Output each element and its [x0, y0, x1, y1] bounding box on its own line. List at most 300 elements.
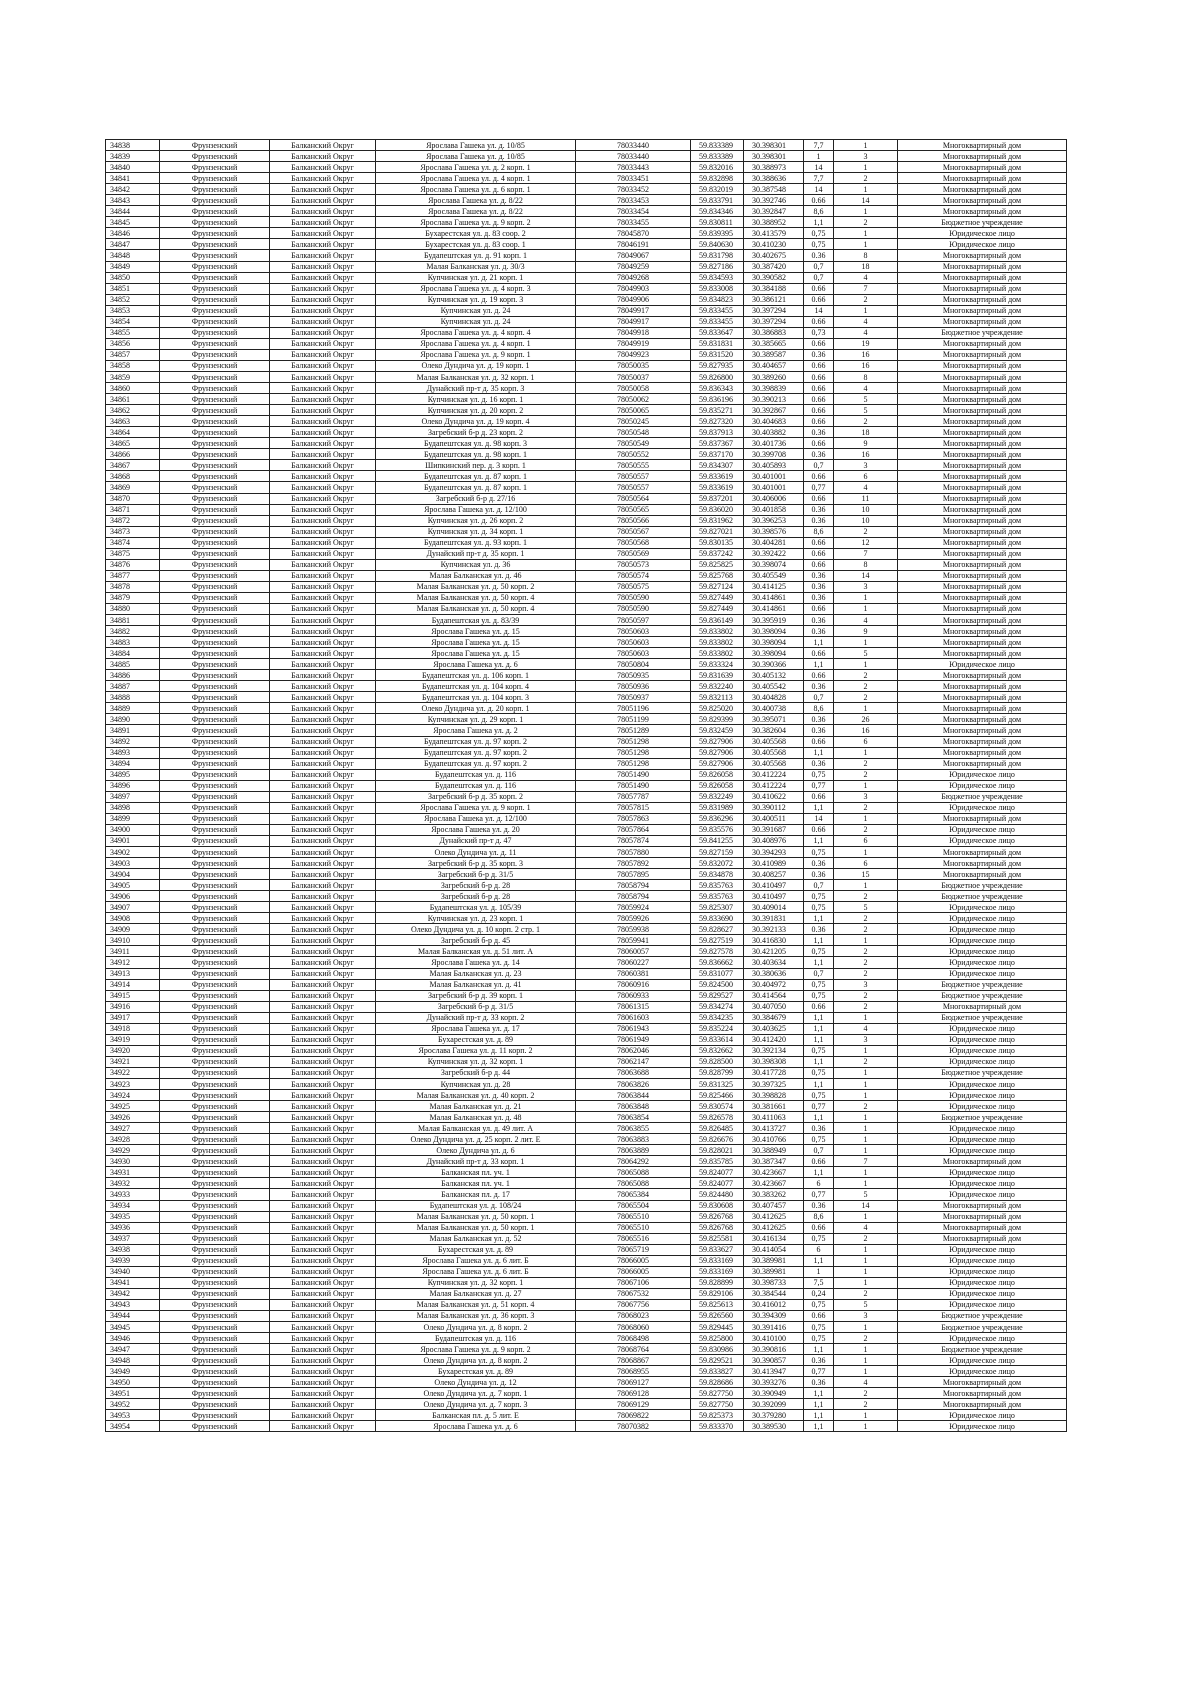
- table-row: [106, 813, 1067, 824]
- cell-object-type: Юридическое лицо: [898, 1277, 1067, 1288]
- cell-row-id: 34881: [106, 615, 160, 626]
- cell-district: Фрунзенский: [160, 758, 270, 769]
- cell-latitude: 59.836149: [691, 615, 744, 626]
- cell-coefficient: 0,75: [804, 1322, 834, 1333]
- cell-address: Купчинская ул. д. 20 корп. 2: [376, 405, 576, 416]
- cell-object-type: Многоквартирный дом: [898, 758, 1067, 769]
- cell-object-code: 78049917: [576, 305, 691, 316]
- cell-count: 7: [834, 283, 898, 294]
- cell-district: Фрунзенский: [160, 360, 270, 371]
- cell-object-code: 78050936: [576, 681, 691, 692]
- cell-count: 1: [834, 659, 898, 670]
- cell-address: Шипкинский пер. д. 3 корп. 1: [376, 460, 576, 471]
- cell-coefficient: 14: [804, 162, 834, 173]
- cell-coefficient: 0,75: [804, 891, 834, 902]
- cell-object-code: 78050603: [576, 648, 691, 659]
- cell-count: 15: [834, 869, 898, 880]
- cell-coefficient: 0,77: [804, 1189, 834, 1200]
- table-row: [106, 305, 1067, 316]
- cell-object-type: Юридическое лицо: [898, 824, 1067, 835]
- cell-municipal-okrug: Балканский Округ: [270, 659, 376, 670]
- cell-count: 1: [834, 747, 898, 758]
- cell-longitude: 30.411063: [744, 1112, 804, 1123]
- table-row: [106, 570, 1067, 581]
- cell-latitude: 59.832898: [691, 173, 744, 184]
- cell-longitude: 30.395071: [744, 714, 804, 725]
- cell-coefficient: 0,75: [804, 1045, 834, 1056]
- cell-address: Будапештская ул. д. 108/24: [376, 1200, 576, 1211]
- cell-longitude: 30.387548: [744, 184, 804, 195]
- cell-count: 1: [834, 1123, 898, 1134]
- cell-count: 1: [834, 935, 898, 946]
- cell-municipal-okrug: Балканский Округ: [270, 1112, 376, 1123]
- cell-longitude: 30.393276: [744, 1377, 804, 1388]
- cell-municipal-okrug: Балканский Округ: [270, 692, 376, 703]
- cell-coefficient: 0.36: [804, 592, 834, 603]
- cell-latitude: 59.830811: [691, 217, 744, 228]
- cell-object-type: Многоквартирный дом: [898, 1222, 1067, 1233]
- table-row: [106, 1134, 1067, 1145]
- cell-object-type: Бюджетное учреждение: [898, 1067, 1067, 1078]
- cell-coefficient: 0.66: [804, 537, 834, 548]
- cell-count: 1: [834, 1277, 898, 1288]
- cell-row-id: 34905: [106, 880, 160, 891]
- cell-object-type: Бюджетное учреждение: [898, 327, 1067, 338]
- cell-count: 1: [834, 206, 898, 217]
- cell-object-type: Юридическое лицо: [898, 1056, 1067, 1067]
- cell-count: 14: [834, 195, 898, 206]
- cell-coefficient: 0.66: [804, 471, 834, 482]
- cell-object-type: Многоквартирный дом: [898, 1233, 1067, 1244]
- cell-address: Купчинская ул. д. 28: [376, 1078, 576, 1089]
- cell-row-id: 34876: [106, 559, 160, 570]
- table-row: [106, 703, 1067, 714]
- table-row: [106, 217, 1067, 228]
- table-row: [106, 471, 1067, 482]
- cell-object-code: 78050566: [576, 515, 691, 526]
- cell-address: Ярослава Гашека ул. д. 10/85: [376, 140, 576, 151]
- cell-object-code: 78046191: [576, 239, 691, 250]
- table-row: [106, 493, 1067, 504]
- cell-latitude: 59.827906: [691, 736, 744, 747]
- cell-row-id: 34843: [106, 195, 160, 206]
- cell-row-id: 34898: [106, 802, 160, 813]
- table-row: [106, 1244, 1067, 1255]
- cell-object-code: 78066005: [576, 1266, 691, 1277]
- cell-row-id: 34954: [106, 1421, 160, 1432]
- cell-latitude: 59.834235: [691, 1012, 744, 1023]
- cell-longitude: 30.414125: [744, 581, 804, 592]
- cell-object-type: Бюджетное учреждение: [898, 1112, 1067, 1123]
- cell-coefficient: 0.66: [804, 195, 834, 206]
- cell-district: Фрунзенский: [160, 1388, 270, 1399]
- cell-longitude: 30.413947: [744, 1366, 804, 1377]
- cell-latitude: 59.833389: [691, 151, 744, 162]
- cell-object-code: 78057787: [576, 791, 691, 802]
- cell-district: Фрунзенский: [160, 383, 270, 394]
- cell-object-code: 78049923: [576, 349, 691, 360]
- cell-count: 1: [834, 637, 898, 648]
- cell-row-id: 34941: [106, 1277, 160, 1288]
- cell-longitude: 30.398828: [744, 1090, 804, 1101]
- cell-address: Балканская пл. уч. 1: [376, 1167, 576, 1178]
- cell-address: Будапештская ул. д. 104 корп. 3: [376, 692, 576, 703]
- cell-count: 2: [834, 802, 898, 813]
- cell-object-type: Юридическое лицо: [898, 1078, 1067, 1089]
- cell-district: Фрунзенский: [160, 1178, 270, 1189]
- cell-coefficient: 0.36: [804, 615, 834, 626]
- cell-latitude: 59.825307: [691, 902, 744, 913]
- cell-latitude: 59.839395: [691, 228, 744, 239]
- cell-longitude: 30.387347: [744, 1156, 804, 1167]
- cell-count: 26: [834, 714, 898, 725]
- cell-coefficient: 8,6: [804, 526, 834, 537]
- cell-district: Фрунзенский: [160, 1001, 270, 1012]
- cell-latitude: 59.828899: [691, 1277, 744, 1288]
- cell-object-type: Многоквартирный дом: [898, 504, 1067, 515]
- cell-count: 1: [834, 1410, 898, 1421]
- table-row: [106, 747, 1067, 758]
- cell-object-code: 78049903: [576, 283, 691, 294]
- cell-coefficient: 0,7: [804, 460, 834, 471]
- cell-address: Загребский б-р д. 27/16: [376, 493, 576, 504]
- cell-longitude: 30.389981: [744, 1255, 804, 1266]
- cell-row-id: 34893: [106, 747, 160, 758]
- cell-object-type: Юридическое лицо: [898, 1034, 1067, 1045]
- cell-count: 1: [834, 162, 898, 173]
- cell-address: Загребский б-р д. 44: [376, 1067, 576, 1078]
- cell-municipal-okrug: Балканский Округ: [270, 835, 376, 846]
- cell-municipal-okrug: Балканский Округ: [270, 1299, 376, 1310]
- cell-row-id: 34884: [106, 648, 160, 659]
- cell-object-code: 78068498: [576, 1333, 691, 1344]
- table-row: [106, 1233, 1067, 1244]
- cell-district: Фрунзенский: [160, 1123, 270, 1134]
- cell-coefficient: 0,75: [804, 847, 834, 858]
- cell-object-type: Многоквартирный дом: [898, 813, 1067, 824]
- cell-address: Малая Балканская ул. д. 30/3: [376, 261, 576, 272]
- cell-row-id: 34886: [106, 670, 160, 681]
- table-row: [106, 548, 1067, 559]
- cell-address: Дунайский пр-т д. 33 корп. 1: [376, 1156, 576, 1167]
- cell-coefficient: 8,6: [804, 1211, 834, 1222]
- cell-address: Загребский б-р д. 45: [376, 935, 576, 946]
- cell-object-type: Юридическое лицо: [898, 946, 1067, 957]
- cell-address: Ярослава Гашека ул. д. 15: [376, 648, 576, 659]
- cell-municipal-okrug: Балканский Округ: [270, 1145, 376, 1156]
- table-row: [106, 394, 1067, 405]
- cell-latitude: 59.833690: [691, 913, 744, 924]
- table-row: [106, 968, 1067, 979]
- table-row: [106, 1266, 1067, 1277]
- cell-municipal-okrug: Балканский Округ: [270, 1101, 376, 1112]
- cell-longitude: 30.404972: [744, 979, 804, 990]
- cell-district: Фрунзенский: [160, 714, 270, 725]
- cell-municipal-okrug: Балканский Округ: [270, 1366, 376, 1377]
- cell-longitude: 30.391831: [744, 913, 804, 924]
- cell-address: Малая Балканская ул. д. 50 корп. 4: [376, 603, 576, 614]
- cell-object-type: Бюджетное учреждение: [898, 990, 1067, 1001]
- cell-object-type: Многоквартирный дом: [898, 725, 1067, 736]
- cell-latitude: 59.832249: [691, 791, 744, 802]
- cell-latitude: 59.835785: [691, 1156, 744, 1167]
- table-row: [106, 383, 1067, 394]
- cell-address: Будапештская ул. д. 116: [376, 780, 576, 791]
- cell-address: Будапештская ул. д. 83/39: [376, 615, 576, 626]
- cell-address: Малая Балканская ул. д. 50 корп. 1: [376, 1222, 576, 1233]
- cell-municipal-okrug: Балканский Округ: [270, 1034, 376, 1045]
- cell-object-type: Многоквартирный дом: [898, 670, 1067, 681]
- cell-object-code: 78061949: [576, 1034, 691, 1045]
- cell-object-type: Юридическое лицо: [898, 1366, 1067, 1377]
- cell-object-type: Юридическое лицо: [898, 1288, 1067, 1299]
- cell-count: 5: [834, 405, 898, 416]
- cell-district: Фрунзенский: [160, 1078, 270, 1089]
- cell-address: Ярослава Гашека ул. д. 2 корп. 1: [376, 162, 576, 173]
- cell-row-id: 34866: [106, 449, 160, 460]
- cell-longitude: 30.398733: [744, 1277, 804, 1288]
- table-row: [106, 603, 1067, 614]
- cell-count: 1: [834, 1355, 898, 1366]
- cell-object-type: Юридическое лицо: [898, 1266, 1067, 1277]
- cell-object-type: Юридическое лицо: [898, 913, 1067, 924]
- table-row: [106, 162, 1067, 173]
- cell-latitude: 59.827159: [691, 847, 744, 858]
- cell-object-code: 78069822: [576, 1410, 691, 1421]
- cell-municipal-okrug: Балканский Округ: [270, 349, 376, 360]
- cell-district: Фрунзенский: [160, 1355, 270, 1366]
- cell-municipal-okrug: Балканский Округ: [270, 283, 376, 294]
- cell-row-id: 34913: [106, 968, 160, 979]
- cell-municipal-okrug: Балканский Округ: [270, 493, 376, 504]
- cell-object-code: 78060933: [576, 990, 691, 1001]
- cell-object-type: Многоквартирный дом: [898, 250, 1067, 261]
- cell-latitude: 59.833455: [691, 305, 744, 316]
- cell-object-type: Многоквартирный дом: [898, 482, 1067, 493]
- table-row: [106, 228, 1067, 239]
- cell-municipal-okrug: Балканский Округ: [270, 294, 376, 305]
- cell-row-id: 34865: [106, 438, 160, 449]
- cell-municipal-okrug: Балканский Округ: [270, 1090, 376, 1101]
- cell-longitude: 30.389530: [744, 1421, 804, 1432]
- cell-coefficient: 0,7: [804, 261, 834, 272]
- cell-coefficient: 1,1: [804, 835, 834, 846]
- cell-count: 1: [834, 1078, 898, 1089]
- table-row: [106, 1167, 1067, 1178]
- cell-object-code: 78067532: [576, 1288, 691, 1299]
- cell-longitude: 30.394293: [744, 847, 804, 858]
- cell-district: Фрунзенский: [160, 217, 270, 228]
- cell-district: Фрунзенский: [160, 869, 270, 880]
- cell-latitude: 59.832072: [691, 858, 744, 869]
- cell-address: Купчинская ул. д. 16 корп. 1: [376, 394, 576, 405]
- cell-object-code: 78058794: [576, 891, 691, 902]
- table-row: [106, 1255, 1067, 1266]
- cell-object-code: 78066005: [576, 1255, 691, 1266]
- cell-row-id: 34868: [106, 471, 160, 482]
- cell-municipal-okrug: Балканский Округ: [270, 427, 376, 438]
- cell-object-type: Бюджетное учреждение: [898, 1012, 1067, 1023]
- cell-district: Фрунзенский: [160, 305, 270, 316]
- cell-address: Ярослава Гашека ул. д. 12/100: [376, 813, 576, 824]
- cell-longitude: 30.398308: [744, 1056, 804, 1067]
- cell-count: 11: [834, 493, 898, 504]
- cell-row-id: 34860: [106, 383, 160, 394]
- cell-address: Малая Балканская ул. д. 23: [376, 968, 576, 979]
- cell-municipal-okrug: Балканский Округ: [270, 1421, 376, 1432]
- cell-object-type: Юридическое лицо: [898, 659, 1067, 670]
- table-row: [106, 902, 1067, 913]
- cell-latitude: 59.832240: [691, 681, 744, 692]
- cell-latitude: 59.837170: [691, 449, 744, 460]
- table-row: [106, 537, 1067, 548]
- cell-district: Фрунзенский: [160, 913, 270, 924]
- cell-coefficient: 1: [804, 151, 834, 162]
- cell-latitude: 59.830608: [691, 1200, 744, 1211]
- cell-municipal-okrug: Балканский Округ: [270, 305, 376, 316]
- cell-municipal-okrug: Балканский Округ: [270, 1200, 376, 1211]
- cell-object-code: 78033452: [576, 184, 691, 195]
- cell-latitude: 59.831989: [691, 802, 744, 813]
- cell-object-code: 78059926: [576, 913, 691, 924]
- cell-latitude: 59.824480: [691, 1189, 744, 1200]
- cell-coefficient: 0,7: [804, 880, 834, 891]
- cell-longitude: 30.388973: [744, 162, 804, 173]
- table-row: [106, 880, 1067, 891]
- cell-address: Олеко Дундича ул. д. 19 корп. 4: [376, 416, 576, 427]
- cell-latitude: 59.833324: [691, 659, 744, 670]
- cell-district: Фрунзенский: [160, 493, 270, 504]
- cell-object-type: Многоквартирный дом: [898, 1377, 1067, 1388]
- cell-coefficient: 0,7: [804, 692, 834, 703]
- cell-row-id: 34947: [106, 1344, 160, 1355]
- table-row: [106, 1299, 1067, 1310]
- cell-object-code: 78063844: [576, 1090, 691, 1101]
- cell-coefficient: 0.66: [804, 1001, 834, 1012]
- table-row: [106, 581, 1067, 592]
- cell-row-id: 34862: [106, 405, 160, 416]
- cell-address: Ярослава Гашека ул. д. 4 корп. 1: [376, 173, 576, 184]
- cell-object-type: Бюджетное учреждение: [898, 891, 1067, 902]
- cell-row-id: 34855: [106, 327, 160, 338]
- cell-latitude: 59.833389: [691, 140, 744, 151]
- cell-object-code: 78051289: [576, 725, 691, 736]
- cell-longitude: 30.388636: [744, 173, 804, 184]
- cell-latitude: 59.833008: [691, 283, 744, 294]
- cell-district: Фрунзенский: [160, 581, 270, 592]
- cell-count: 1: [834, 780, 898, 791]
- cell-coefficient: 0,75: [804, 990, 834, 1001]
- cell-address: Олеко Дундича ул. д. 8 корп. 2: [376, 1355, 576, 1366]
- cell-district: Фрунзенский: [160, 592, 270, 603]
- cell-row-id: 34907: [106, 902, 160, 913]
- cell-count: 7: [834, 1156, 898, 1167]
- cell-municipal-okrug: Балканский Округ: [270, 449, 376, 460]
- cell-row-id: 34896: [106, 780, 160, 791]
- cell-count: 4: [834, 316, 898, 327]
- cell-coefficient: 1,1: [804, 1078, 834, 1089]
- cell-object-code: 78061315: [576, 1001, 691, 1012]
- cell-row-id: 34892: [106, 736, 160, 747]
- cell-coefficient: 1,1: [804, 1012, 834, 1023]
- cell-municipal-okrug: Балканский Округ: [270, 1134, 376, 1145]
- table-row: [106, 957, 1067, 968]
- cell-row-id: 34920: [106, 1045, 160, 1056]
- cell-district: Фрунзенский: [160, 1067, 270, 1078]
- cell-latitude: 59.827906: [691, 758, 744, 769]
- cell-district: Фрунзенский: [160, 206, 270, 217]
- cell-address: Загребский б-р д. 28: [376, 891, 576, 902]
- cell-row-id: 34850: [106, 272, 160, 283]
- cell-address: Балканская пл. д. 5 лит. Е: [376, 1410, 576, 1421]
- cell-longitude: 30.401001: [744, 482, 804, 493]
- cell-latitude: 59.836196: [691, 394, 744, 405]
- cell-address: Купчинская ул. д. 21 корп. 1: [376, 272, 576, 283]
- cell-municipal-okrug: Балканский Округ: [270, 559, 376, 570]
- cell-district: Фрунзенский: [160, 427, 270, 438]
- cell-latitude: 59.826800: [691, 371, 744, 382]
- cell-address: Ярослава Гашека ул. д. 17: [376, 1023, 576, 1034]
- cell-coefficient: 1,1: [804, 1034, 834, 1045]
- cell-address: Олеко Дундича ул. д. 6: [376, 1145, 576, 1156]
- cell-longitude: 30.405893: [744, 460, 804, 471]
- cell-district: Фрунзенский: [160, 615, 270, 626]
- cell-object-code: 78051298: [576, 758, 691, 769]
- table-row: [106, 283, 1067, 294]
- cell-count: 8: [834, 371, 898, 382]
- cell-municipal-okrug: Балканский Округ: [270, 847, 376, 858]
- cell-longitude: 30.408976: [744, 835, 804, 846]
- cell-coefficient: 0.66: [804, 1156, 834, 1167]
- cell-address: Ярослава Гашека ул. д. 4 корп. 3: [376, 283, 576, 294]
- cell-count: 2: [834, 913, 898, 924]
- cell-row-id: 34910: [106, 935, 160, 946]
- cell-object-code: 78063889: [576, 1145, 691, 1156]
- cell-longitude: 30.405568: [744, 747, 804, 758]
- cell-coefficient: 0.36: [804, 581, 834, 592]
- cell-object-code: 78050557: [576, 471, 691, 482]
- table-row: [106, 802, 1067, 813]
- cell-district: Фрунзенский: [160, 769, 270, 780]
- table-row: [106, 294, 1067, 305]
- cell-coefficient: 0.66: [804, 316, 834, 327]
- cell-longitude: 30.386883: [744, 327, 804, 338]
- cell-object-type: Многоквартирный дом: [898, 427, 1067, 438]
- cell-address: Ярослава Гашека ул. д. 6 корп. 1: [376, 184, 576, 195]
- cell-district: Фрунзенский: [160, 1200, 270, 1211]
- cell-count: 5: [834, 902, 898, 913]
- cell-coefficient: 0.36: [804, 504, 834, 515]
- cell-coefficient: 0,73: [804, 327, 834, 338]
- cell-coefficient: 0.36: [804, 427, 834, 438]
- cell-longitude: 30.417728: [744, 1067, 804, 1078]
- table-row: [106, 648, 1067, 659]
- cell-object-code: 78065504: [576, 1200, 691, 1211]
- cell-object-type: Многоквартирный дом: [898, 747, 1067, 758]
- cell-row-id: 34852: [106, 294, 160, 305]
- cell-object-type: Юридическое лицо: [898, 780, 1067, 791]
- cell-object-type: Многоквартирный дом: [898, 681, 1067, 692]
- cell-object-type: Юридическое лицо: [898, 228, 1067, 239]
- cell-count: 2: [834, 824, 898, 835]
- cell-object-code: 78050245: [576, 416, 691, 427]
- cell-municipal-okrug: Балканский Округ: [270, 648, 376, 659]
- cell-district: Фрунзенский: [160, 151, 270, 162]
- table-row: [106, 327, 1067, 338]
- cell-count: 1: [834, 1211, 898, 1222]
- cell-object-type: Юридическое лицо: [898, 1134, 1067, 1145]
- cell-row-id: 34883: [106, 637, 160, 648]
